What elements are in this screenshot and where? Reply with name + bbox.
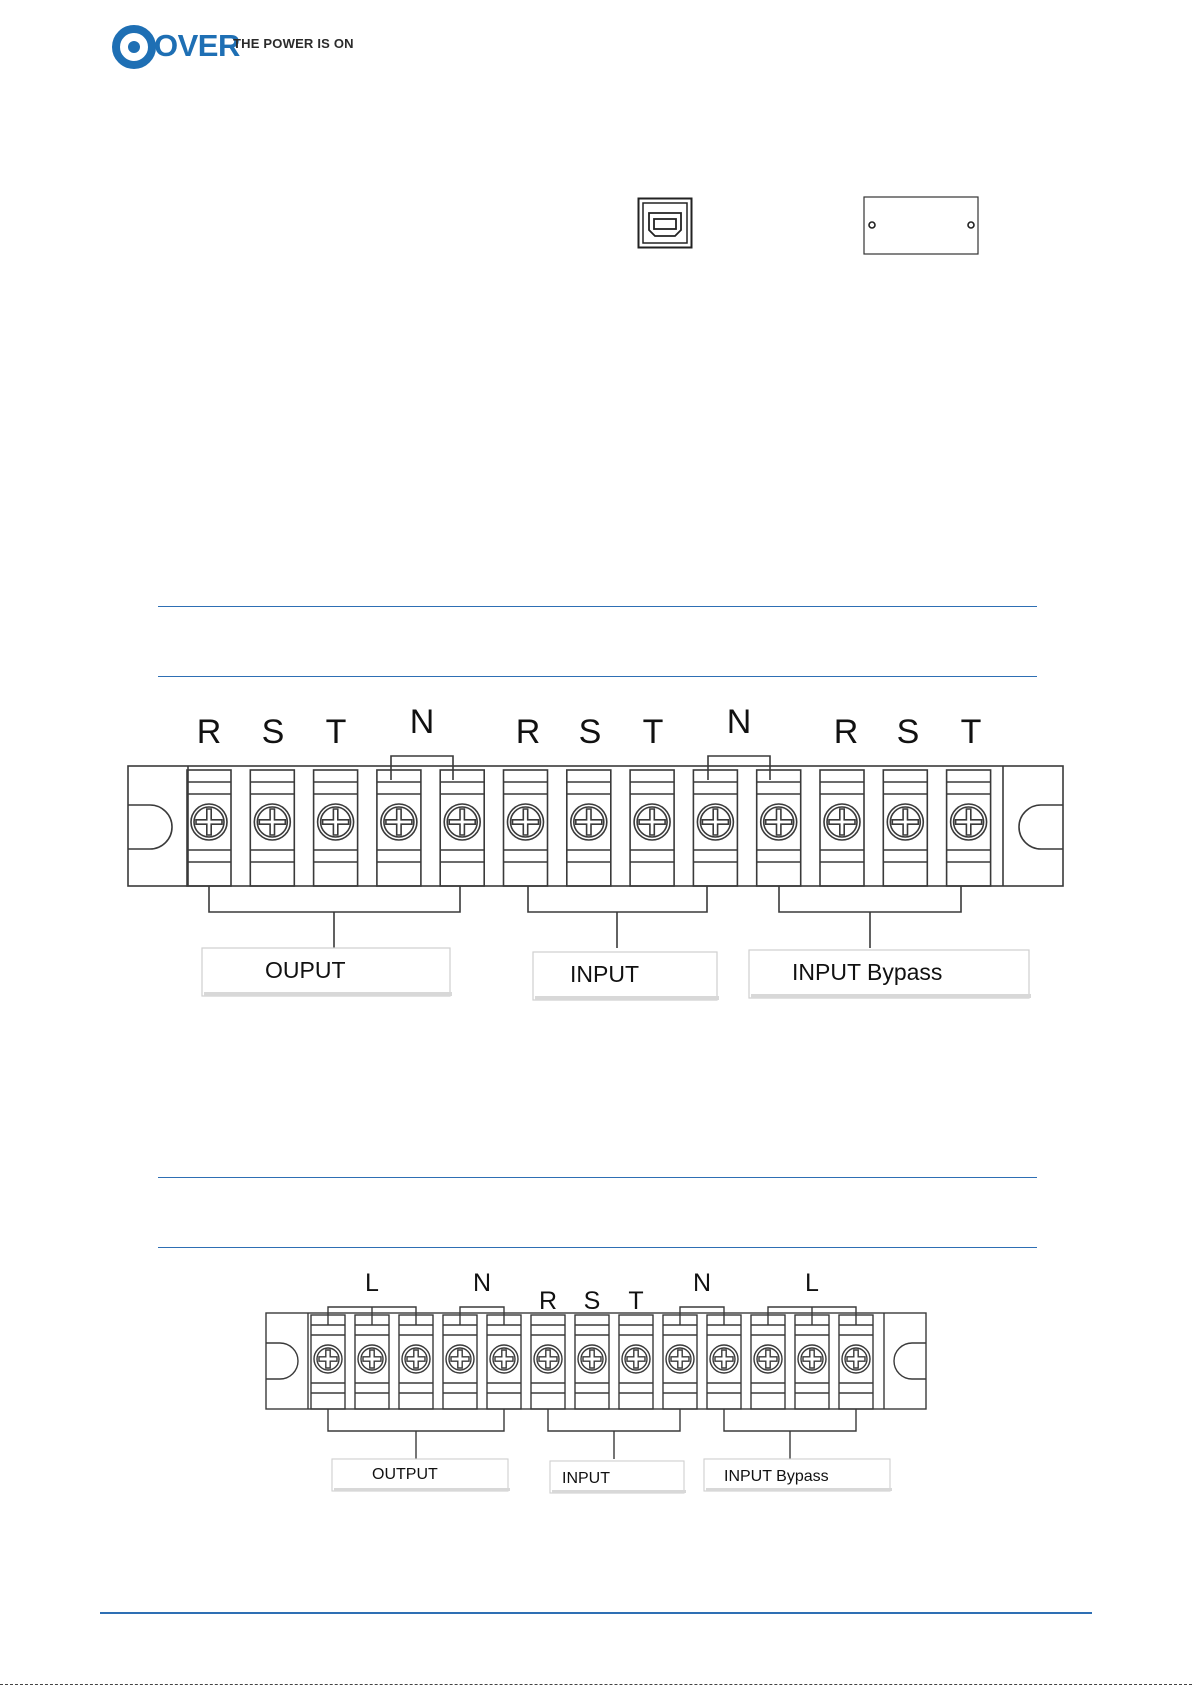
section-rule [158,1247,1037,1248]
terminal-screw [377,770,421,886]
terminal-screw [757,770,801,886]
terminal-screw [311,1315,345,1409]
terminal-label: N [692,1269,712,1297]
page-header [110,22,430,72]
footer-rule [100,1612,1092,1614]
terminal-screw [440,770,484,886]
terminal-screw [443,1315,477,1409]
terminal-block-diagram-three-phase [120,690,1070,1010]
terminal-screw [820,770,864,886]
section-rule [158,676,1037,677]
terminal-label: T [960,713,982,751]
terminal-label: T [628,1287,644,1315]
terminal-screw [707,1315,741,1409]
brand-logo [110,22,240,72]
terminal-screw [883,770,927,886]
group-label-input-bypass: INPUT Bypass [724,1468,829,1485]
terminal-screw [619,1315,653,1409]
terminal-screw [531,1315,565,1409]
terminal-label: N [472,1269,492,1297]
section-rule [158,606,1037,607]
terminal-screw [187,770,231,886]
logo-text: OVER [154,28,240,63]
terminal-label: T [642,713,664,751]
usb-port-illustration [637,197,693,249]
section-rule [158,1177,1037,1178]
group-label-input: INPUT [570,961,639,987]
terminal-label: R [538,1287,558,1315]
terminal-label: S [578,713,602,751]
group-label-output: OUTPUT [372,1466,438,1483]
terminal-screw [355,1315,389,1409]
terminal-label: N [409,703,435,741]
terminal-screw [504,770,548,886]
logo-mark-icon [110,22,158,72]
group-label-output: OUPUT [265,957,346,983]
terminal-screw [314,770,358,886]
terminal-label: S [261,713,285,751]
terminal-screw [947,770,991,886]
terminal-screw [250,770,294,886]
terminal-label: R [833,713,859,751]
terminal-screw [663,1315,697,1409]
terminal-screw [567,770,611,886]
terminal-label: N [726,703,752,741]
terminal-label: L [365,1269,379,1297]
terminal-screw [693,770,737,886]
terminal-label: T [325,713,347,751]
tagline: THE POWER IS ON [233,36,354,51]
slot-cover-illustration [863,196,979,255]
terminal-label: L [805,1269,819,1297]
group-label-input: INPUT [562,1470,610,1487]
terminal-screw [751,1315,785,1409]
terminal-label: S [583,1287,601,1315]
terminal-label: R [515,713,541,751]
group-label-input-bypass: INPUT Bypass [792,959,943,985]
terminal-label: S [896,713,920,751]
terminal-screw [575,1315,609,1409]
terminal-screw [630,770,674,886]
terminal-screw [795,1315,829,1409]
terminal-label: R [196,713,222,751]
terminal-screw [399,1315,433,1409]
terminal-block-diagram-mixed-phase [262,1255,932,1495]
terminal-screw [839,1315,873,1409]
terminal-screw [487,1315,521,1409]
